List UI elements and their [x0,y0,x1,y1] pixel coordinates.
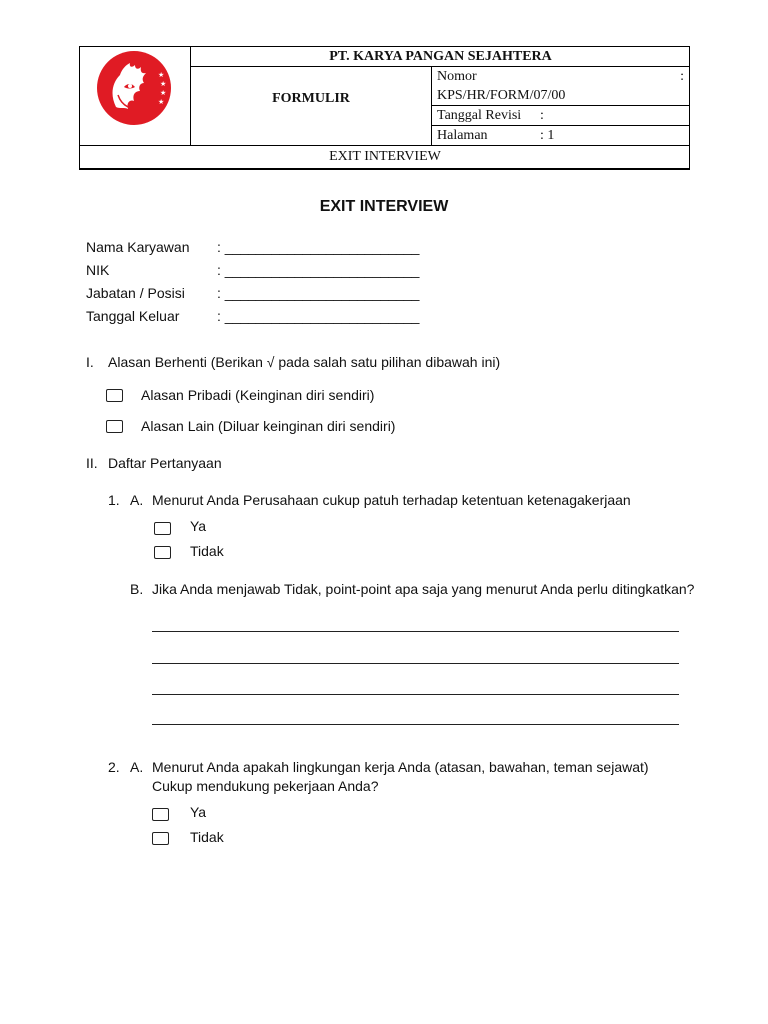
q2a-letter: A. [130,759,144,775]
jabatan-field[interactable]: : _________________________ [217,285,420,301]
answer-line[interactable] [152,631,679,632]
option-lain-checkbox[interactable] [106,420,123,433]
tanggal-field[interactable]: : _________________________ [217,308,420,324]
q2-yes-checkbox[interactable] [152,808,169,821]
option-lain-label: Alasan Lain (Diluar keinginan diri sendiri) [141,418,396,434]
company-logo-icon [80,47,191,145]
doc-title: EXIT INTERVIEW [80,145,690,169]
nama-label: Nama Karyawan [86,239,190,255]
logo-cell [80,47,191,145]
q2-no-checkbox[interactable] [152,832,169,845]
nomor-value: KPS/HR/FORM/07/00 [437,88,566,103]
q1-number: 1. [108,492,120,508]
q1a-letter: A. [130,492,144,508]
q2a-text-line2: Cukup mendukung pekerjaan Anda? [152,778,379,794]
nik-field[interactable]: : _________________________ [217,262,420,278]
option-pribadi-label: Alasan Pribadi (Keinginan diri sendiri) [141,387,375,403]
jabatan-label: Jabatan / Posisi [86,285,185,301]
halaman-value: : 1 [540,128,555,143]
q2a-text-line1: Menurut Anda apakah lingkungan kerja Anda (atasan, bawahan, teman sejawat) [152,759,649,775]
q2-number: 2. [108,759,120,775]
form-label: FORMULIR [191,67,432,145]
q1a-text: Menurut Anda Perusahaan cukup patuh terhadap ketentuan ketenagakerjaan [152,492,631,508]
svg-text:★: ★ [158,99,165,106]
nomor-label: Nomor [437,69,477,84]
q1-no-checkbox[interactable] [154,546,171,559]
option-pribadi-checkbox[interactable] [106,389,123,402]
answer-line[interactable] [152,663,679,664]
answer-line[interactable] [152,724,679,725]
revisi-colon: : [540,108,544,123]
section1-title: Alasan Berhenti (Berikan √ pada salah satu pilihan dibawah ini) [108,354,501,370]
answer-line[interactable] [152,694,679,695]
svg-text:★: ★ [160,90,167,97]
form-header-table [79,46,690,170]
q1-yes-label: Ya [190,518,207,534]
q2-yes-label: Ya [190,804,207,820]
nomor-row [432,67,690,106]
q2-no-label: Tidak [190,829,224,845]
svg-text:★: ★ [158,72,165,79]
revisi-label: Tanggal Revisi [437,108,522,123]
nik-label: NIK [86,262,110,278]
section2-title: Daftar Pertanyaan [108,455,222,471]
svg-text:★: ★ [160,81,167,88]
q1b-letter: B. [130,581,144,597]
halaman-label: Halaman [437,128,488,143]
page-title: EXIT INTERVIEW [319,198,449,215]
nama-field[interactable]: : _________________________ [217,239,420,255]
company-name: PT. KARYA PANGAN SEJAHTERA [191,47,690,67]
tanggal-label: Tanggal Keluar [86,308,180,324]
revisi-row [432,106,690,126]
halaman-row [432,126,690,145]
q1-no-label: Tidak [190,543,224,559]
section1-number: I. [86,354,94,370]
q1-yes-checkbox[interactable] [154,522,171,535]
nomor-colon: : [680,69,684,84]
section2-number: II. [86,455,98,471]
q1b-text: Jika Anda menjawab Tidak, point-point apa saja yang menurut Anda perlu ditingkatkan? [152,581,695,597]
